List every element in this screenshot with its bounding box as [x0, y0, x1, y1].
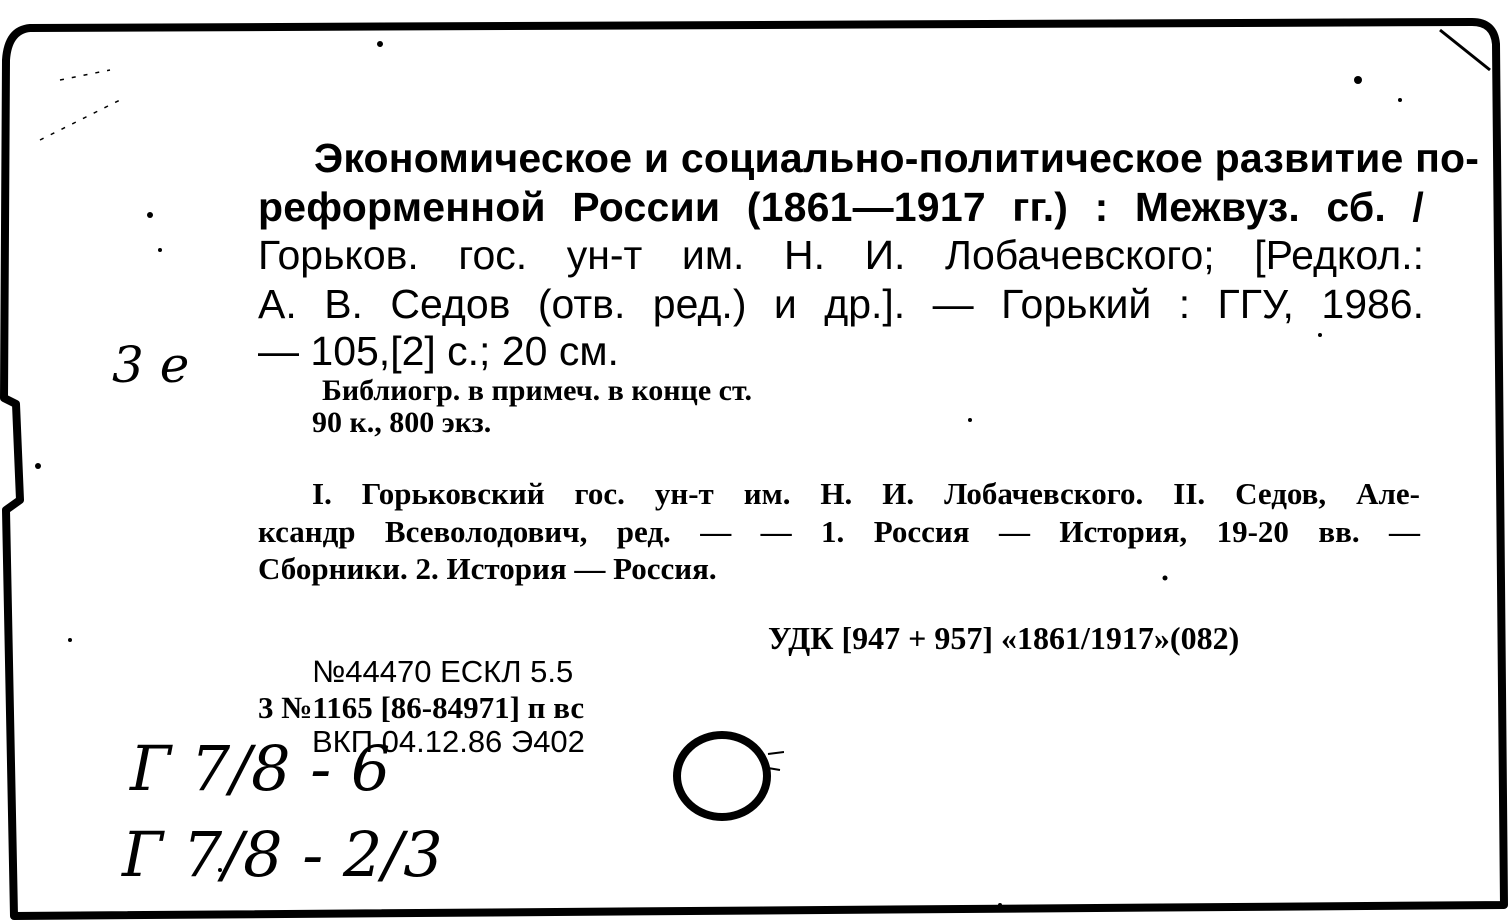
handwritten-left-mark: 3 е	[112, 336, 190, 394]
handwritten-shelf-mark-1: Г 7/8 - 6	[130, 732, 391, 805]
punch-hole	[664, 716, 784, 836]
tracing-line-3: Сборники. 2. История — Россия.	[258, 551, 717, 586]
main-line-2: реформенной России (1861—1917 гг.) : Межвуз. сб. /	[258, 184, 1424, 230]
handwritten-shelf-mark-2: Г 7/8 - 2/3	[122, 818, 443, 891]
main-line-1: Экономическое и социально-политическое развитие по-	[314, 135, 1480, 181]
code-line-3: ВКП 04.12.86 Э402	[312, 724, 585, 759]
code-line-1: №44470 ЕСКЛ 5.5	[312, 654, 574, 689]
code-line-2: 3 №1165 [86-84971] п вс	[258, 690, 585, 725]
tracing-line-2: ксандр Всеволодович, ред. — — 1. Россия — История, 19-20 вв. —	[258, 514, 1420, 549]
udc-code: УДК [947 + 957] «1861/1917»(082)	[768, 620, 1240, 656]
note-price-copies: 90 к., 800 экз.	[312, 406, 492, 439]
tracing-line-1: I. Горьковский гос. ун-т им. Н. И. Лобачевского. II. Седов, Але-	[312, 476, 1420, 511]
note-bibliography: Библиогр. в примеч. в конце ст.	[322, 374, 752, 407]
main-line-4: А. В. Седов (отв. ред.) и др.]. — Горький : ГГУ, 1986.	[258, 281, 1424, 327]
main-line-5: — 105,[2] с.; 20 см.	[258, 328, 619, 374]
main-line-3: Горьков. гос. ун-т им. Н. И. Лобачевского; [Редкол.:	[258, 232, 1424, 278]
